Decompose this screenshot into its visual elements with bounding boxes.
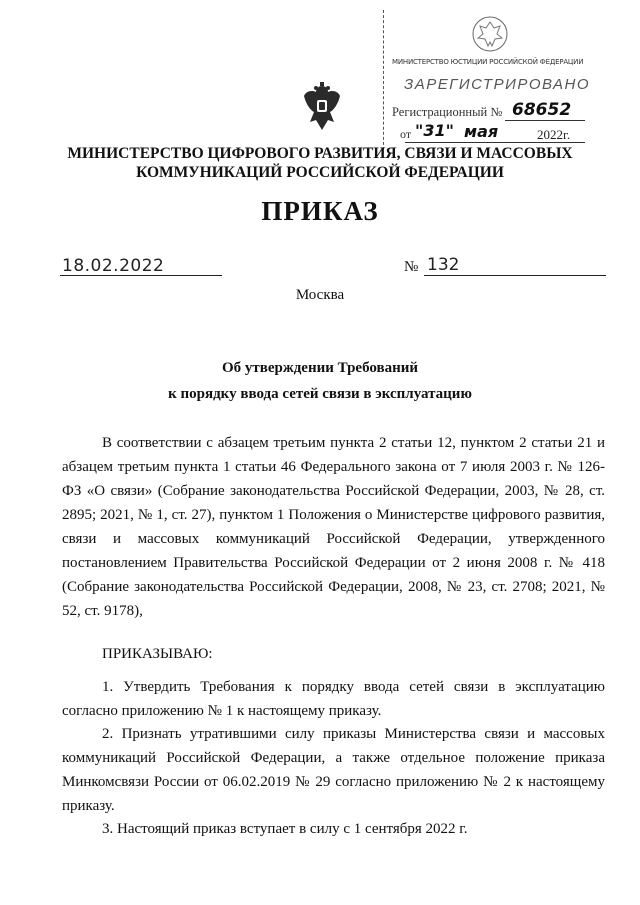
ministry-name-line2: КОММУНИКАЦИЙ РОССИЙСКОЙ ФЕДЕРАЦИИ [136, 164, 504, 181]
ministry-name-line1: МИНИСТЕРСТВО ЦИФРОВОГО РАЗВИТИЯ, СВЯЗИ И МАССОВЫХ [67, 145, 573, 162]
order-item-2: 2. Признать утратившими силу приказы Министерства связи и массовых коммуникаций Российской Федерации, а также отдельное положение приказа Минкомсвязи России от 06.02.2019 № 29 согласно приложению № 2 к настоящему приказу. [62, 726, 605, 814]
stamp-registered: ЗАРЕГИСТРИРОВАНО [403, 76, 591, 93]
coat-of-arms-icon [300, 82, 344, 134]
subject-line2: к порядку ввода сетей связи в эксплуатацию [168, 386, 472, 402]
stamp-eagle-emblem-icon [470, 14, 510, 54]
subject-line1: Об утверждении Требований [221, 360, 419, 376]
stamp-year: 2022г. [537, 127, 571, 142]
ministry-name [40, 144, 600, 182]
order-item-3: 3. Настоящий приказ вступает в силу с 1 сентября 2022 г. [102, 821, 468, 837]
order-word: ПРИКАЗЫВАЮ: [102, 646, 213, 662]
order-date: 18.02.2022 [62, 256, 165, 276]
stamp-day: "31" [415, 121, 454, 140]
stamp-underline [505, 120, 585, 121]
order-number-label: № [404, 259, 419, 275]
stamp-month: мая [464, 122, 499, 141]
document-subject [40, 355, 600, 407]
stamp-from-label: от [400, 127, 412, 141]
stamp-reg-label: Регистрационный № [392, 105, 503, 119]
city: Москва [295, 287, 345, 303]
document-title: ПРИКАЗ [261, 196, 379, 226]
order-item-1: 1. Утвердить Требования к порядку ввода сетей связи в эксплуатацию согласно приложению № 1 к настоящему приказу. [62, 679, 605, 719]
number-underline [424, 275, 606, 276]
preamble-paragraph: В соответствии с абзацем третьим пункта 2 статьи 12, пунктом 2 статьи 21 и абзацем третьим пункта 1 статьи 46 Федерального закона от 7 июля 2003 г. № 126-ФЗ «О связи» (Собрание законодательства Российской Федерации, 2003, № 28, ст. 2895; 2021, № 1, ст. 27), пунктом 1 Положения о Министерстве цифрового развития, связи и массовых коммуникаций Российской Федерации, утвержденного постановлением Правительства Российской Федерации от 2 июня 2008 г. № 418 (Собрание законодательства Российской Федерации, 2008, № 23, ст. 2708; 2021, № 52, ст. 9178), [62, 435, 605, 619]
order-number: 132 [427, 255, 460, 275]
stamp-reg-number: 68652 [512, 100, 572, 120]
date-underline [60, 275, 222, 276]
stamp-ministry-line: МИНИСТЕРСТВО ЮСТИЦИИ РОССИЙСКОЙ ФЕДЕРАЦИИ [392, 58, 584, 66]
stamp-underline [405, 142, 585, 143]
